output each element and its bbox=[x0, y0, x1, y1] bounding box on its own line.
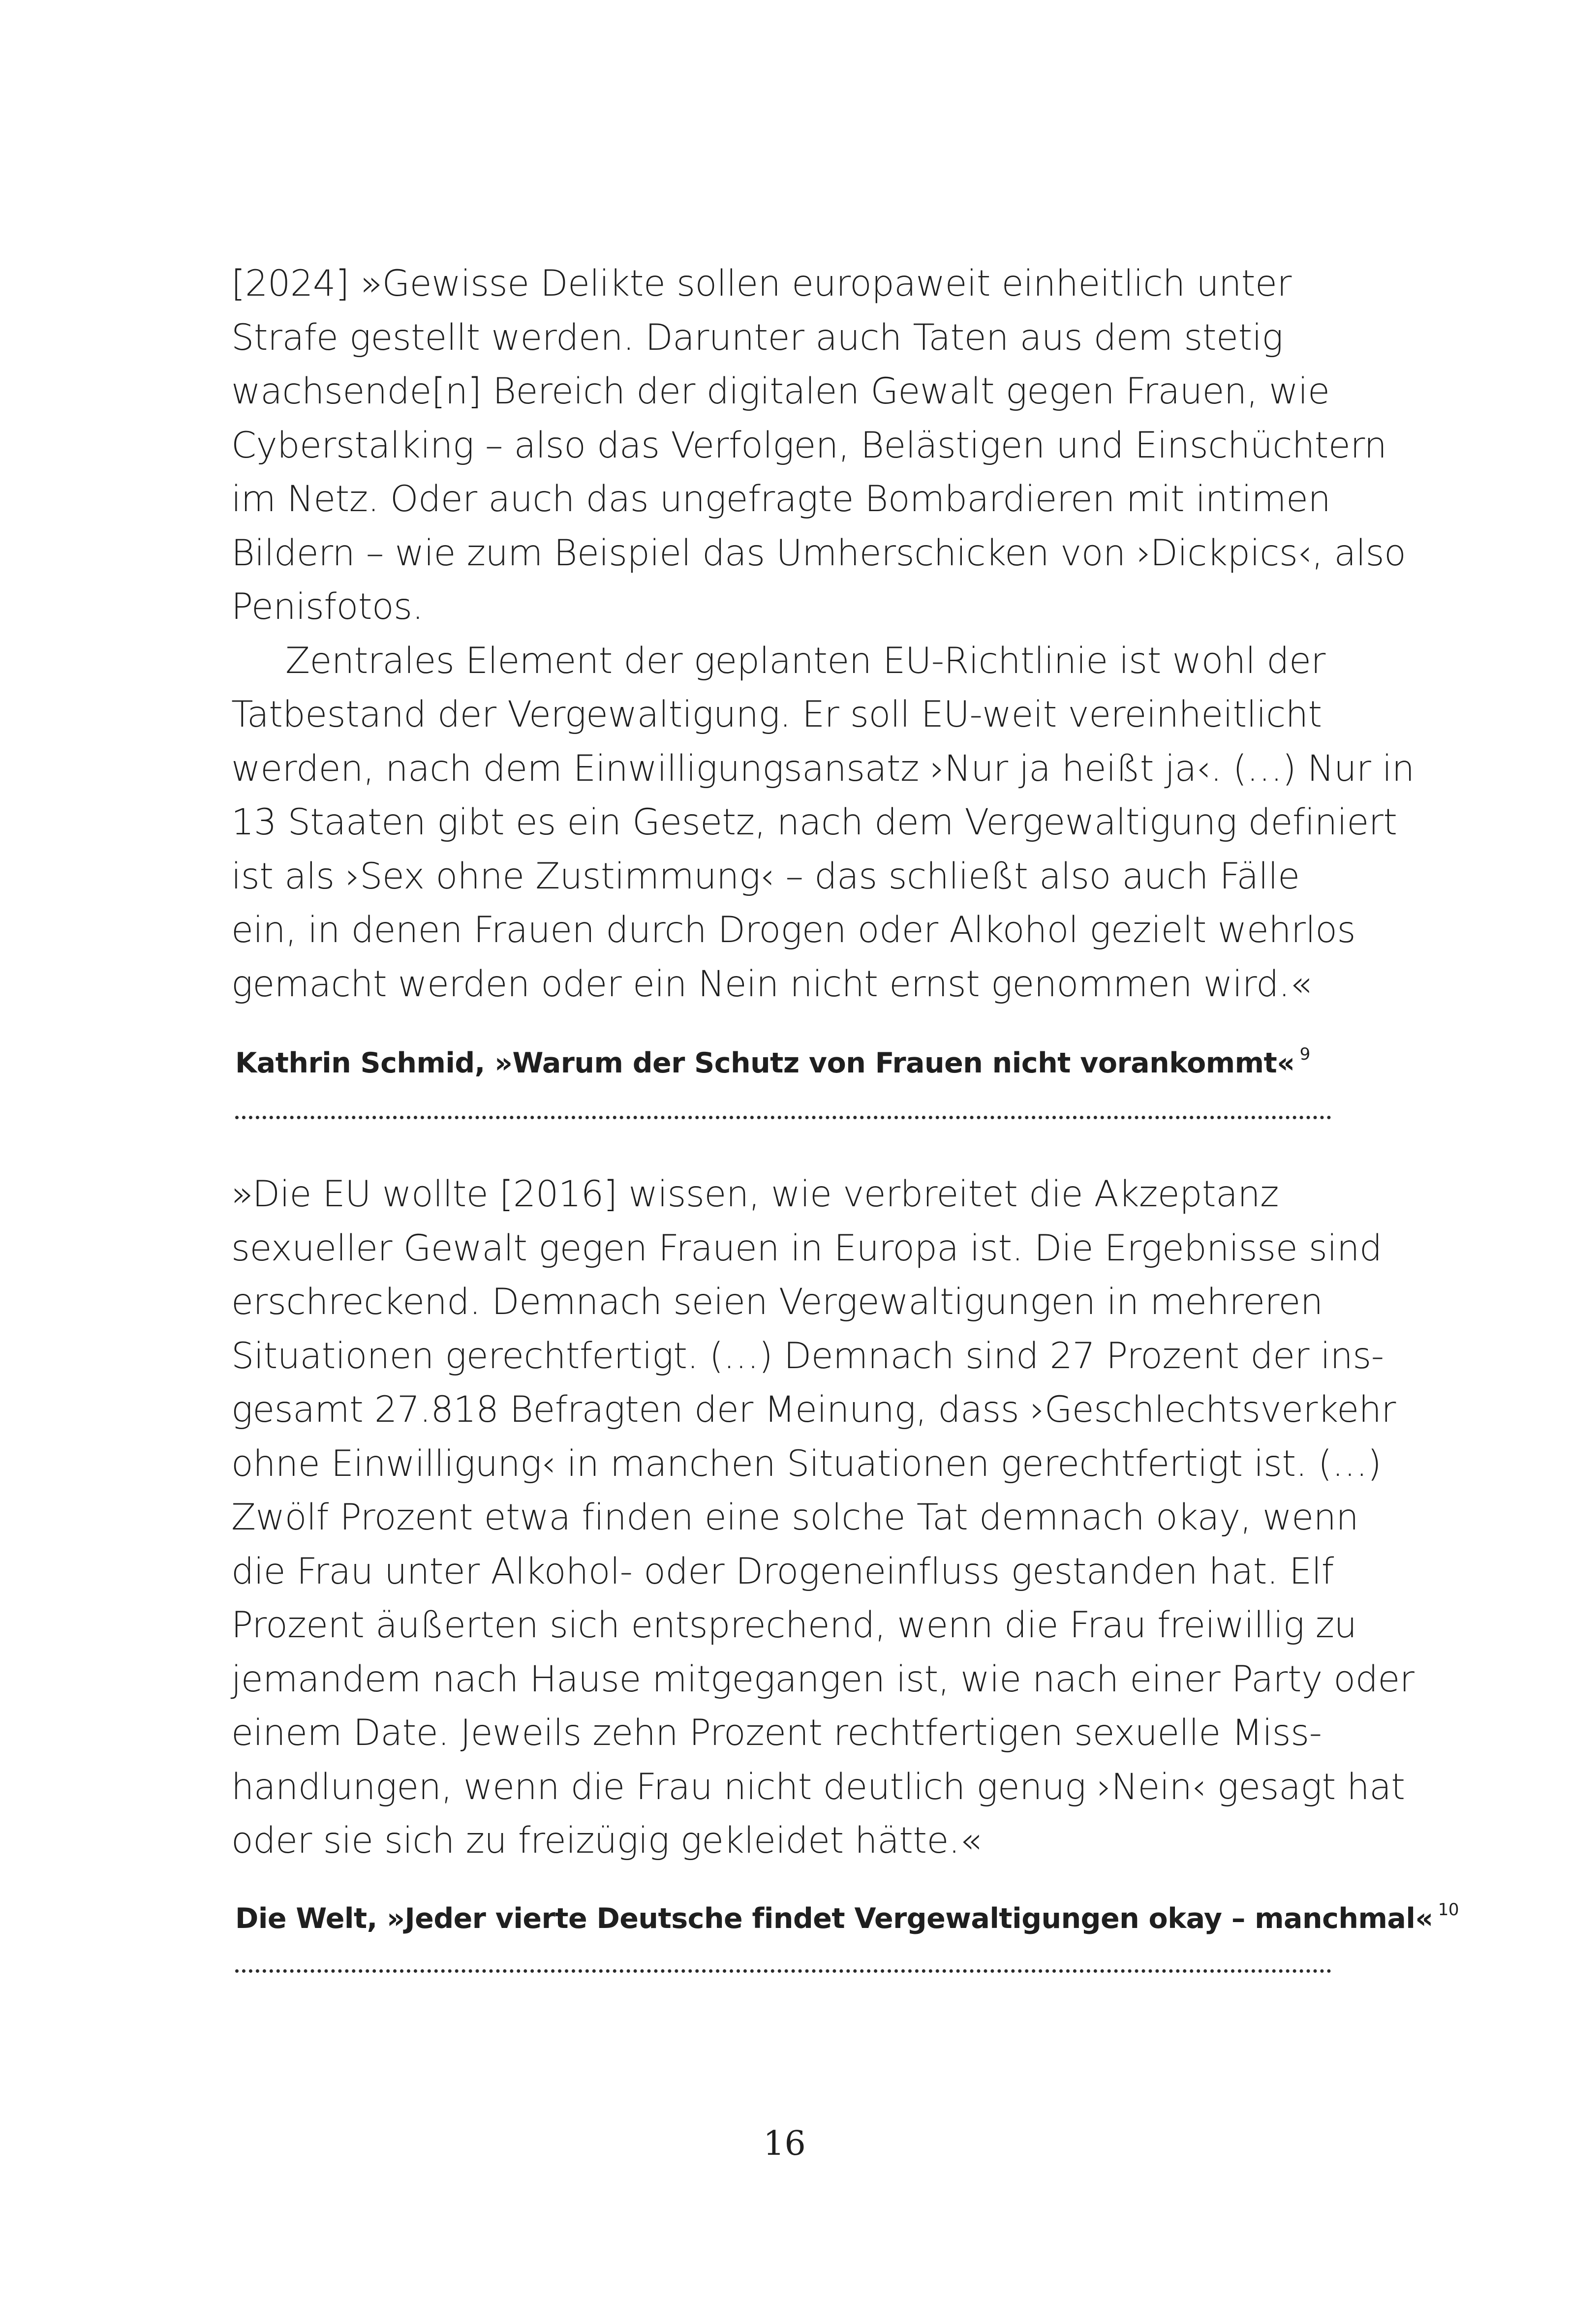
quote-line: sexueller Gewalt gegen Frauen in Europa ist. Die Ergebnisse sind bbox=[231, 1227, 1382, 1269]
quote-line: Cyberstalking – also das Verfolgen, Belästigen und Einschüchtern bbox=[231, 424, 1387, 466]
quote-block-1 bbox=[231, 257, 1415, 1011]
page-number: 16 bbox=[763, 2124, 806, 2163]
quote-line: »Die EU wollte [2016] wissen, wie verbreitet die Akzeptanz bbox=[231, 1173, 1279, 1215]
quote-line: wachsende[n] Bereich der digitalen Gewalt gegen Frauen, wie bbox=[231, 370, 1330, 412]
quote-line: Strafe gestellt werden. Darunter auch Taten aus dem stetig bbox=[231, 316, 1283, 359]
quote-line: gesamt 27.818 Befragten der Meinung, dass ›Geschlechtsverkehr bbox=[231, 1389, 1396, 1431]
quote-line: ist als ›Sex ohne Zustimmung‹ – das schließt also auch Fälle bbox=[231, 855, 1300, 897]
quote-line: erschreckend. Demnach seien Vergewaltigungen in mehreren bbox=[231, 1281, 1323, 1323]
quote-block-2 bbox=[231, 1167, 1415, 1868]
source-citation: Kathrin Schmid, »Warum der Schutz von Frauen nicht vorankommt« bbox=[235, 1047, 1295, 1079]
quote-line: 13 Staaten gibt es ein Gesetz, nach dem Vergewaltigung definiert bbox=[231, 801, 1397, 843]
quote-line: Penisfotos. bbox=[231, 586, 424, 628]
quote-line: Situationen gerechtfertigt. (…) Demnach sind 27 Prozent der ins- bbox=[231, 1335, 1384, 1377]
quote-source-1 bbox=[235, 1040, 1310, 1080]
quote-line: Bildern – wie zum Beispiel das Umherschicken von ›Dickpics‹, also bbox=[231, 532, 1406, 574]
quote-line: handlungen, wenn die Frau nicht deutlich genug ›Nein‹ gesagt hat bbox=[231, 1766, 1405, 1808]
quote-line: gemacht werden oder ein Nein nicht ernst genommen wird.« bbox=[231, 963, 1312, 1005]
source-citation: Die Welt, »Jeder vierte Deutsche findet Vergewaltigungen okay – manchmal« bbox=[235, 1902, 1433, 1935]
dotted-divider bbox=[235, 1969, 1331, 1973]
quote-line: Zentrales Element der geplanten EU-Richtlinie ist wohl der bbox=[285, 640, 1325, 682]
quote-line: im Netz. Oder auch das ungefragte Bombardieren mit intimen bbox=[231, 478, 1331, 520]
quote-line: oder sie sich zu freizügig gekleidet hätte.« bbox=[231, 1820, 982, 1862]
quote-line: [2024] »Gewisse Delikte sollen europaweit einheitlich unter bbox=[231, 263, 1292, 305]
footnote-marker: 10 bbox=[1438, 1900, 1459, 1920]
footnote-marker: 9 bbox=[1299, 1044, 1310, 1064]
quote-line: ohne Einwilligung‹ in manchen Situationen gerechtfertigt ist. (…) bbox=[231, 1442, 1382, 1485]
quote-line: Prozent äußerten sich entsprechend, wenn die Frau freiwillig zu bbox=[231, 1604, 1357, 1646]
quote-line: werden, nach dem Einwilligungsansatz ›Nur ja heißt ja‹. (…) Nur in bbox=[231, 747, 1415, 790]
dotted-divider bbox=[235, 1116, 1331, 1119]
quote-line: Tatbestand der Vergewaltigung. Er soll EU-weit vereinheitlicht bbox=[231, 694, 1322, 735]
quote-line: Zwölf Prozent etwa finden eine solche Tat demnach okay, wenn bbox=[231, 1497, 1359, 1538]
quote-line: einem Date. Jeweils zehn Prozent rechtfertigen sexuelle Miss- bbox=[231, 1712, 1322, 1754]
quote-source-2 bbox=[235, 1896, 1459, 1936]
quote-line: ein, in denen Frauen durch Drogen oder Alkohol gezielt wehrlos bbox=[231, 909, 1356, 951]
quote-line: die Frau unter Alkohol- oder Drogeneinfluss gestanden hat. Elf bbox=[231, 1550, 1334, 1592]
quote-line: jemandem nach Hause mitgegangen ist, wie nach einer Party oder bbox=[231, 1658, 1415, 1700]
